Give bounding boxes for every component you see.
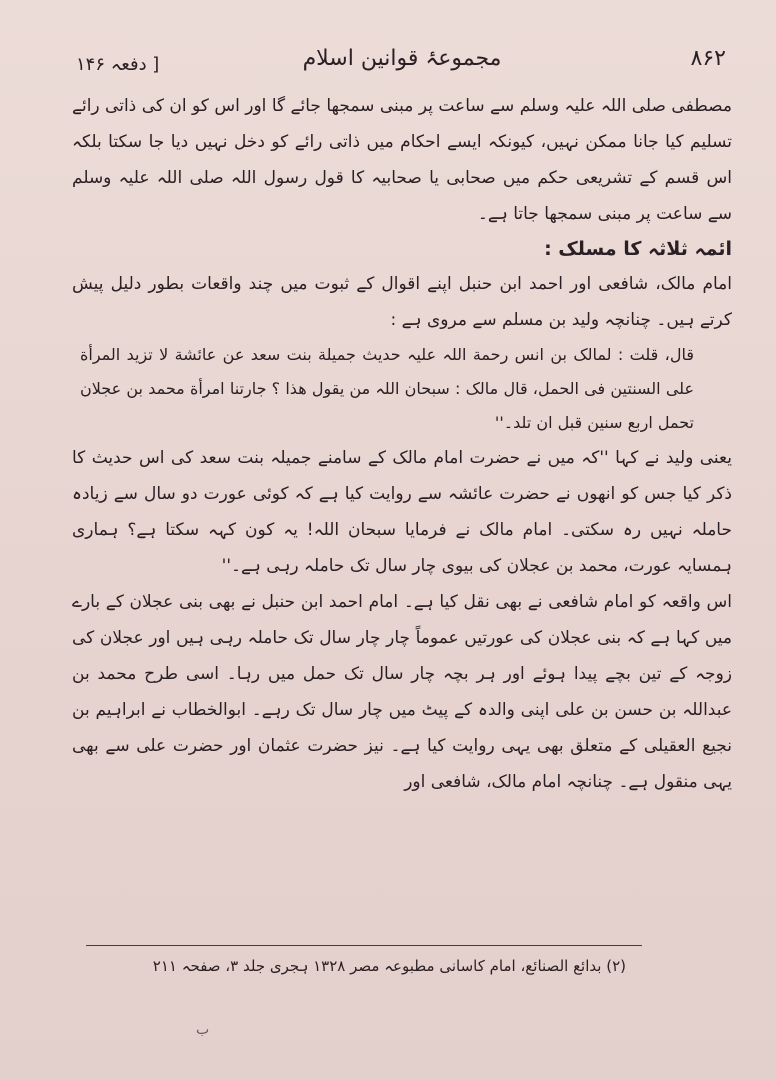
page-header (68, 44, 736, 88)
paragraph-1: مصطفی صلی اللہ علیہ وسلم سے ساعت پر مبنی سمجھا جائے گا اور اس کو ان کی ذاتی رائے تسلیم کیا جانا ممکن نہیں، کیونکہ ایسے احکام میں ذاتی رائے کو دخل نہیں دیا جا سکتا بلکہ اس قسم کے تشریعی حکم میں صحابی یا صحابیہ کا قول رسول اللہ صلی اللہ علیہ وسلم سے ساعت پر مبنی سمجھا جاتا ہے۔ (72, 96, 732, 224)
bottom-mark: ب (196, 1022, 210, 1038)
section-reference: [ دفعہ ۱۴۶ (76, 54, 160, 75)
page-number: ۸۶۲ (690, 46, 726, 71)
footnote: (۲) بدائع الصنائع، امام کاسانی مطبوعہ مصر ۱۳۲۸ ہجری جلد ۳، صفحہ ۲۱۱ (152, 957, 626, 975)
section-heading: ائمہ ثلاثہ کا مسلک : (544, 238, 732, 260)
body-text (72, 88, 732, 800)
paragraph-2: امام مالک، شافعی اور احمد ابن حنبل اپنے اقوال کے ثبوت میں چند واقعات بطور دلیل پیش کرتے ہیں۔ چنانچہ ولید بن مسلم سے مروی ہے : (72, 274, 732, 330)
running-title: مجموعۂ قوانین اسلام (302, 46, 502, 71)
arabic-quotation: قال، قلت : لمالک بن انس رحمة اللہ علیہ حدیث جمیلة بنت سعد عن عائشة لا تزید المرأة علی السنتین فی الحمل، قال مالک : سبحان اللہ من یقول ھذا ؟ جارتنا امرأة محمد بن عجلان تحمل اربع سنین قبل ان تلد۔'' (80, 345, 694, 432)
footnote-divider (86, 945, 642, 946)
translation-paragraph: یعنی ولید نے کہا ''کہ میں نے حضرت امام مالک کے سامنے جمیلہ بنت سعد کی اس حدیث کا ذکر کیا جس کو انھوں نے حضرت عائشہ سے روایت کیا ہے کہ کوئی عورت دو سال سے زیادہ حاملہ نہیں رہ سکتی۔ امام مالک نے فرمایا سبحان اللہ! یہ کون کہہ سکتا ہے؟ ہماری ہمسایہ عورت، محمد بن عجلان کی بیوی چار سال تک حاملہ رہی ہے۔'' (72, 448, 732, 576)
paragraph-3: اس واقعہ کو امام شافعی نے بھی نقل کیا ہے۔ امام احمد ابن حنبل نے بھی بنی عجلان کے بارے میں کہا ہے کہ بنی عجلان کی عورتیں عموماً چار چار سال تک حاملہ رہی ہیں اور عجلان کی زوجہ کے تین بچے پیدا ہوئے اور ہر بچہ چار سال تک حمل میں رہا۔ اسی طرح محمد بن عبداللہ بن حسن بن علی اپنی والدہ کے پیٹ میں چار سال تک رہے۔ ابوالخطاب نے ابراہیم بن نجیع العقیلی کے متعلق بھی یہی روایت کیا ہے۔ نیز حضرت عثمان اور حضرت علی سے بھی یہی منقول ہے۔ چنانچہ امام مالک، شافعی اور (72, 592, 732, 792)
